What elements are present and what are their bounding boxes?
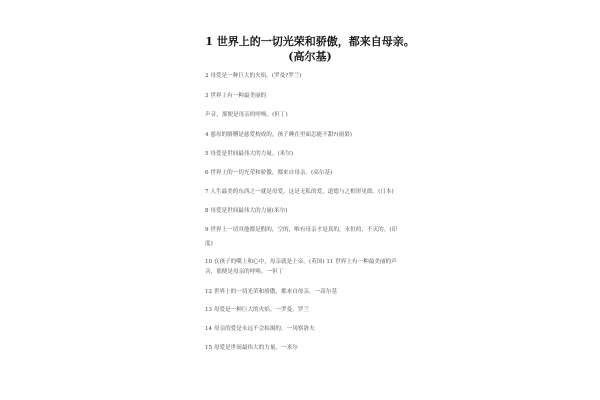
quote-line: 音，那便是母亲的呼唤。一但丁 (205, 269, 284, 275)
quote-line: 12 世界上的一切光荣和骄傲，都来自母亲。一高尔基 (205, 289, 337, 295)
quote-line: 5 母爱是世间最伟大的力量。(米尔) (205, 151, 294, 157)
quote-line: 13 母爱是一种巨大的火焰。一罗曼。罗兰 (205, 307, 309, 313)
quote-line: 声音，那便是母亲的呼唤。(但丁) (205, 112, 288, 118)
quote-line: 3 世界上有一种最美丽的 (205, 93, 267, 99)
quote-line: 10 在孩子的嘴上和心中，母亲就是上帝。(英国) 11 世界上有一种最美丽的声 (205, 259, 397, 265)
quote-line: 4 慈母的胳膊是慈爱构成的，孩子睡在里面怎能不甜?(雨果) (205, 132, 352, 138)
document-title: 1 世界上的一切光荣和骄傲，都来自母亲。(高尔基) (205, 35, 415, 63)
quote-line: 15 母爱是世间最伟大的力量。一米尔 (205, 345, 298, 351)
quote-line: 8 母爱是世间最伟大的力量(米尔) (205, 208, 288, 214)
quote-line: 度) (205, 241, 213, 247)
quote-line: 2 母爱是一种巨大的火焰。(罗曼?罗兰) (205, 73, 302, 79)
quote-line: 6 世界上的一切光荣和骄傲，都来自母亲。(高尔基) (205, 170, 333, 176)
quote-line: 9 世界上一切其他都是假的，空的，唯有母亲才是真的，永恒的，不灭的。(印 (205, 227, 398, 233)
quote-line: 7 人生最美的东西之一就是母爱，这是无私的爱，道德与之相形见绌。(日本) (205, 189, 394, 195)
quote-line: 14 母亲的爱是永远不会枯竭的。一冈察洛夫 (205, 326, 315, 332)
